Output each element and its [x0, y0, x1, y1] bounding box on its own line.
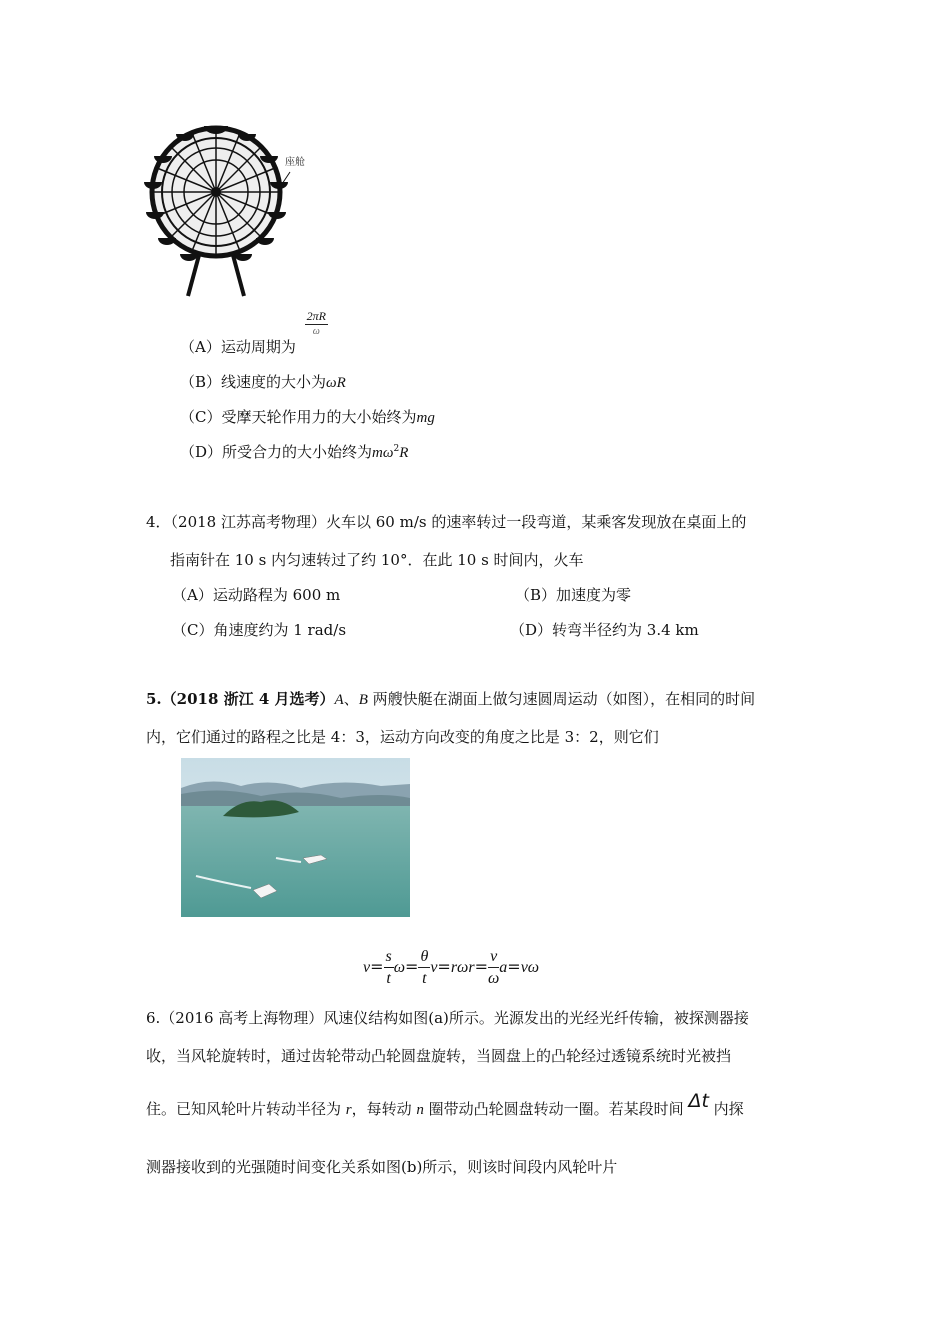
formula-v-omega: vω: [520, 959, 540, 976]
formula-s: s: [385, 948, 392, 965]
q5-header: 5.（2018 浙江 4 月选考）: [146, 690, 335, 708]
q5-line-1: [146, 688, 755, 709]
q3-option-a-numerator: 2πR: [306, 309, 326, 323]
q3-option-a-label: （A）运动周期为: [180, 337, 296, 356]
seat-label: 座舱: [285, 157, 305, 168]
formula-eq-5: =: [507, 957, 521, 976]
q4-line-2: 指南针在 10 s 内匀速转过了约 10°．在此 10 s 时间内，火车: [170, 551, 584, 569]
q3-option-c-label: （C）受摩天轮作用力的大小始终为: [180, 408, 417, 426]
q4-option-a: （A）运动路程为 600 m: [172, 586, 341, 604]
q6-text-3c: 圈带动凸轮圆盘转动一圈。若某段时间: [423, 1100, 689, 1118]
q6-line-2: 收，当风轮旋转时，通过齿轮带动凸轮圆盘旋转，当圆盘上的凸轮经过透镜系统时光被挡: [146, 1047, 732, 1065]
velocity-formula: [363, 948, 539, 987]
q6-delta-t: [688, 1090, 708, 1112]
formula-frac-s-t: [384, 948, 394, 987]
formula-a: a: [499, 959, 508, 976]
q4-text-1: （2018 江苏高考物理）火车以 60 m/s 的速率转过一段弯道，某乘客发现放在桌面上的: [170, 513, 747, 531]
formula-r: r: [468, 959, 475, 976]
ferris-wheel-figure: [140, 120, 315, 298]
formula-frac-theta-t: [418, 948, 430, 987]
q3-option-d-exponent: 2: [393, 444, 400, 454]
formula-eq-4: =: [474, 957, 488, 976]
formula-t-1: t: [386, 970, 391, 987]
q3-option-c: [180, 406, 435, 427]
formula-r-omega: rω: [450, 959, 469, 976]
q6-line-4: 测器接收到的光强随时间变化关系如图(b)所示，则该时间段内风轮叶片: [146, 1158, 618, 1176]
q3-option-a: [180, 309, 328, 356]
q6-line-1: 6.（2016 高考上海物理）风速仪结构如图(a)所示。光源发出的光经光纤传输，被探测器接: [146, 1009, 749, 1027]
q5-separator: 、: [343, 690, 359, 708]
q3-option-a-fraction: [305, 310, 328, 337]
q6-text-3d: 内探: [708, 1100, 744, 1118]
q3-option-d-label: （D）所受合力的大小始终为: [180, 443, 373, 461]
q6-text-3b: ，每转动: [351, 1100, 417, 1118]
q3-option-b-expr: ωR: [326, 375, 346, 391]
formula-eq-3: =: [437, 957, 451, 976]
formula-frac-v-omega: [488, 948, 499, 987]
q3-option-c-expr: mg: [416, 410, 435, 426]
formula-theta: θ: [420, 948, 429, 965]
q4-line-1: [146, 511, 746, 532]
formula-omega-2: ω: [488, 970, 500, 987]
q3-option-b: [180, 371, 346, 392]
q5-text-1: 两艘快艇在湖面上做匀速圆周运动（如图），在相同的时间: [367, 690, 756, 708]
q6-delta-t-text: Δt: [688, 1090, 709, 1112]
q3-option-d-expr-post: R: [399, 445, 409, 461]
q6-var-n: n: [416, 1102, 424, 1118]
formula-v-3: v: [490, 948, 498, 965]
q3-option-d: [180, 441, 408, 462]
lake-boats-illustration: [181, 758, 410, 917]
q4-number: 4．: [146, 513, 171, 531]
formula-eq-1: =: [370, 957, 384, 976]
q3-option-b-label: （B）线速度的大小为: [180, 373, 327, 391]
formula-t-2: t: [422, 970, 427, 987]
q4-option-c: （C）角速度约为 1 rad/s: [172, 621, 347, 639]
ferris-wheel-illustration: [140, 120, 315, 298]
formula-omega-1: ω: [393, 959, 406, 976]
q4-option-d: （D）转弯半径约为 3.4 km: [510, 621, 699, 639]
q6-text-3a: 住。已知风轮叶片转动半径为: [146, 1100, 346, 1118]
q5-line-2: 内，它们通过的路程之比是 4：3，运动方向改变的角度之比是 3：2，则它们: [146, 728, 659, 746]
q3-option-d-expr-pre: mω: [372, 445, 394, 461]
q6-line-3: [146, 1090, 744, 1119]
formula-eq-2: =: [405, 957, 419, 976]
q4-option-b: （B）加速度为零: [515, 586, 632, 604]
q5-var-b: B: [358, 692, 368, 708]
q3-option-a-denominator: ω: [312, 326, 320, 337]
q5-var-a: A: [334, 692, 344, 708]
lake-boats-photo: [181, 758, 410, 917]
formula-v-1: v: [363, 959, 371, 976]
formula-v-2: v: [430, 959, 438, 976]
q6-var-r: r: [345, 1102, 352, 1118]
